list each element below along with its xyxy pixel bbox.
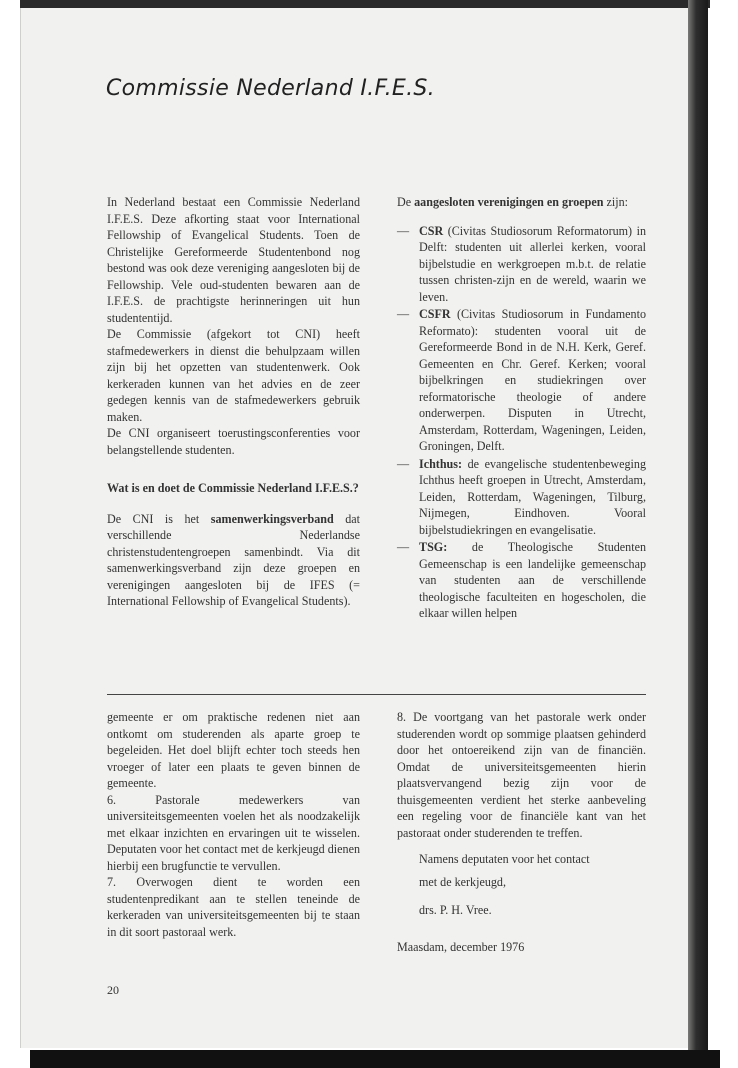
page-number: 20 — [107, 983, 119, 997]
list-item — [397, 456, 646, 539]
right-column — [397, 194, 646, 623]
paragraph: 6. Pastorale medewerkers van universiteitsgemeenten voelen het als noodzakelijk met elkaar inzichten en ervaringen uit te wisselen. Deputaten voor het contact met de kerkjeugd dienen hierbij een brugfunctie te vervullen. — [107, 792, 360, 873]
paragraph: De Commissie (afgekort tot CNI) heeft stafmedewerkers in dienst die behulpzaam willen zijn bij het opzetten van studentenwerk. Ook kerkeraden kunnen van het advies en de zeer gedegen kennis van de stafmedewerkers gebruik maken. — [107, 327, 360, 424]
page-title: Commissie Nederland I.F.E.S. — [106, 76, 435, 101]
group-name: Ichthus: — [419, 456, 463, 471]
list-item — [397, 539, 646, 622]
dash-marker: — — [397, 307, 410, 321]
signature-line: Namens deputaten voor het contact — [419, 852, 590, 866]
dash-marker: — — [397, 223, 410, 238]
list-item-text — [419, 223, 646, 306]
scan-top-edge — [20, 0, 710, 8]
paragraph: De CNI organiseert toerustingsconferenties voor belangstellende studenten. — [107, 426, 360, 457]
list-intro — [397, 194, 646, 211]
paragraph: 8. De voortgang van het pastorale werk onder studerenden wordt op sommige plaatsen gehinderd door het ontoereikend zijn van de financiën. Omdat de universiteitsgemeenten hierin plaatsvervangend bezig zijn voor de thuisgemeenten verdient het sterke aanbeveling een regeling voor de financiële kant van het pastoraat onder studerenden te treffen. — [397, 710, 646, 840]
list-item-text — [419, 456, 646, 539]
signature-name: drs. P. H. Vree. — [419, 903, 492, 917]
text-run: (Civitas Studiosorum in Fundamento Reformato): studenten vooral uit de Gereformeerde Bond in de N.H. Kerk, Geref. Gemeenten en Chr. Geref. Kerken; vooral bijbelkringen en studiekringen over reformatorische theologie of andere onderwerpen. Disputen in Utrecht, Amsterdam, Rotterdam, Wageningen, Leiden, Groningen, Delft. — [419, 307, 646, 453]
list-item-text — [419, 306, 646, 455]
bold-term: samenwerkingsverband — [210, 511, 334, 526]
list-item — [397, 306, 646, 455]
bottom-left-column — [107, 709, 360, 940]
text-run: dat verschillende Nederlandse christenstudentengroepen samenbindt. Via dit samenwerkingsverband zijn deze groepen en verenigingen aangesloten bij de IFES (= International Fellowship of Evangelical Students). — [107, 511, 360, 608]
section-divider — [107, 694, 646, 695]
list-item — [397, 223, 646, 306]
text-run: De CNI is het — [107, 511, 211, 526]
paragraph — [107, 511, 360, 610]
section-heading: Wat is en doet de Commissie Nederland I.F.E.S.? — [107, 481, 359, 495]
dash-marker: — — [397, 456, 410, 471]
group-name: CSR — [419, 223, 444, 238]
text-run: de Theologische Studenten Gemeenschap is een landelijke gemeenschap van studenten aan de verschillende theologische faculteiten en hogescholen, die elkaar willen helpen — [419, 540, 646, 620]
text-run: de evangelische studentenbeweging Ichthus heeft groepen in Utrecht, Amsterdam, Leiden, Rotterdam, Wageningen, Tilburg, Nijmegen, Eindhoven. Vooral bijbelstudiekringen en evangelisatie. — [419, 456, 646, 537]
signature-line: met de kerkjeugd, — [419, 874, 506, 889]
group-name: CSFR — [419, 307, 451, 321]
list-item-text — [419, 539, 646, 622]
paragraph: In Nederland bestaat een Commissie Nederland I.F.E.S. Deze afkorting staat voor International Fellowship of Evangelical Students. Toen de Christelijke Gereformeerde Studentenbond nog bestond was ook deze vereniging aangesloten bij de Fellowship. Vele oud-studenten bewaren aan de I.F.E.S. de prachtigste herinneringen uit hun studententijd. — [107, 195, 360, 325]
bold-term: aangesloten verenigingen en groepen — [414, 195, 604, 209]
text-run: De — [397, 195, 415, 209]
place-date: Maasdam, december 1976 — [397, 939, 525, 954]
paragraph: 7. Overwogen dient te worden een studentenpredikant aan te stellen teneinde de kerkeraden van universiteitsgemeenten bij te staan in dit soort pastoraal werk. — [107, 875, 360, 939]
text-run: zijn: — [603, 195, 629, 209]
bottom-right-column — [397, 709, 646, 955]
text-run: (Civitas Studiosorum Reformatorum) in Delft: studenten uit allerlei kerken, vooral bijbelstudie en werkgroepen m.b.t. de relatie tussen christen-zijn en de wereld, waarin we leven. — [419, 223, 646, 304]
left-column — [107, 194, 360, 610]
dash-marker: — — [397, 540, 410, 554]
scan-bottom-edge — [30, 1050, 720, 1068]
paragraph: gemeente er om praktische redenen niet aan ontkomt om studerenden als aparte groep te begeleiden. Het doel blijft echter toch steeds hen vroeger of later een plaats te geven binnen de gemeente. — [107, 710, 360, 790]
group-name: TSG: — [419, 540, 448, 554]
book-spine-shadow — [688, 0, 708, 1068]
